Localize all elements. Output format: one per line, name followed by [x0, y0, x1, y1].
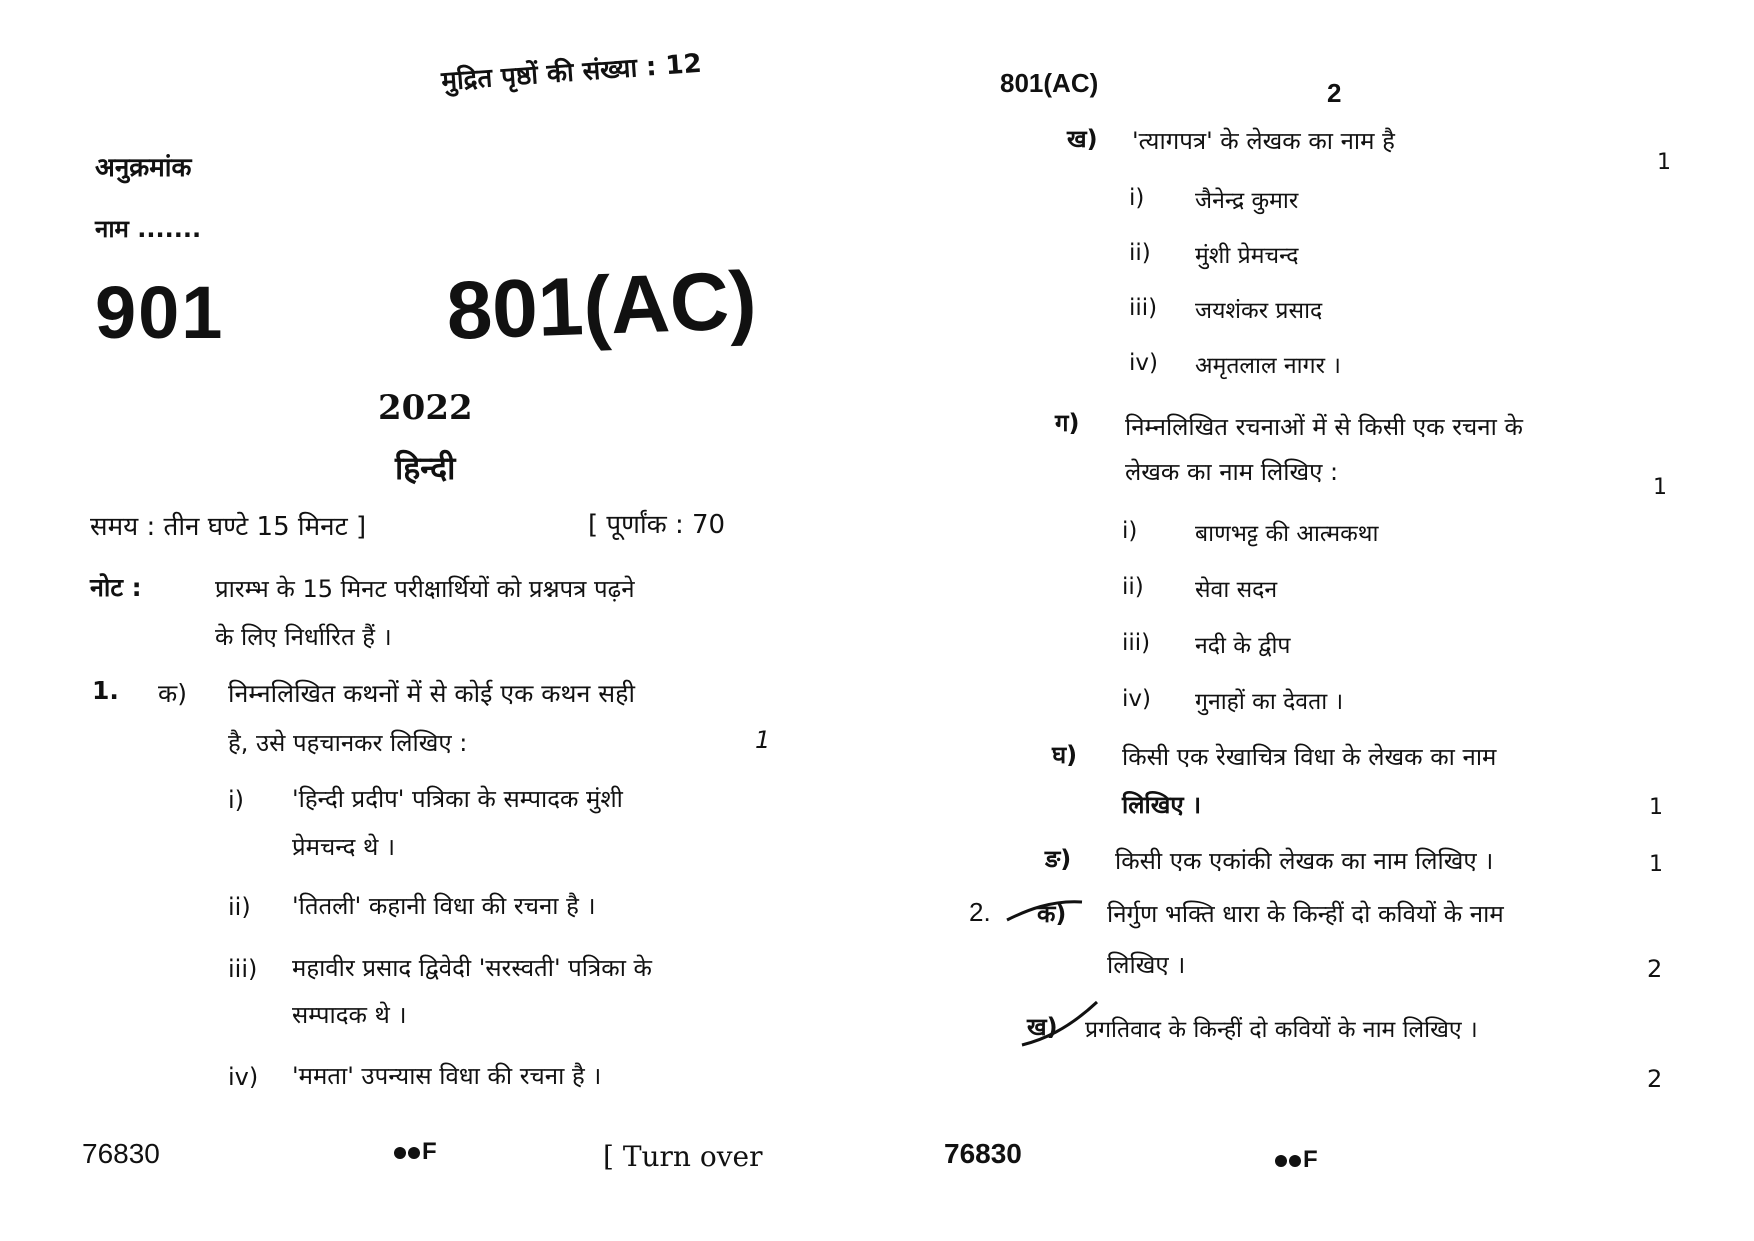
- option-text: सेवा सदन: [1195, 577, 1278, 603]
- question-1c-marks: 1: [1653, 475, 1667, 500]
- question-1b-text: 'त्यागपत्र' के लेखक का नाम है: [1132, 127, 1395, 155]
- pen-mark: [997, 890, 1107, 1060]
- question-2-number: 2.: [969, 897, 991, 927]
- header-paper-code: 801(AC): [1000, 68, 1099, 98]
- question-2b-text: प्रगतिवाद के किन्हीं दो कवियों के नाम लिखिए ।: [1085, 1017, 1478, 1043]
- question-1a-line-2: है, उसे पहचानकर लिखिए :: [228, 729, 468, 757]
- option-number: iii): [228, 955, 258, 983]
- question-2a-line-2: लिखिए ।: [1107, 951, 1186, 979]
- question-1b-marks: 1: [1657, 150, 1671, 175]
- question-2a-line-1: निर्गुण भक्ति धारा के किन्हीं दो कवियों के नाम: [1107, 900, 1504, 928]
- option-text: 'हिन्दी प्रदीप' पत्रिका के सम्पादक मुंशी: [292, 785, 623, 813]
- option-number: iii): [1122, 630, 1151, 656]
- option-text: नदी के द्वीप: [1195, 633, 1291, 659]
- question-1a-label: क): [158, 679, 187, 708]
- exam-year: 2022: [378, 388, 473, 428]
- note-line-2: के लिए निर्धारित हैं ।: [215, 623, 392, 651]
- option-text: 'ममता' उपन्यास विधा की रचना है ।: [292, 1062, 602, 1090]
- option-text: अमृतलाल नागर ।: [1195, 353, 1341, 379]
- question-2a-label: क): [1037, 900, 1067, 928]
- option-number: iv): [1129, 350, 1158, 376]
- question-1a-line-1: निम्नलिखित कथनों में से कोई एक कथन सही: [228, 679, 635, 708]
- option-text: जयशंकर प्रसाद: [1195, 298, 1323, 324]
- option-text: बाणभट्ट की आत्मकथा: [1195, 521, 1379, 547]
- question-1e-marks: 1: [1649, 852, 1663, 877]
- question-1c-label: ग): [1055, 409, 1080, 437]
- question-2b-marks: 2: [1647, 1065, 1663, 1093]
- footer-code: 76830: [82, 1138, 160, 1169]
- question-2b-label: ख): [1027, 1013, 1058, 1041]
- question-1d-label: घ): [1052, 741, 1078, 769]
- option-number: iv): [1122, 686, 1151, 712]
- page-number: 2: [1327, 78, 1342, 108]
- question-1c-line-2: लेखक का नाम लिखिए :: [1125, 458, 1339, 486]
- question-1c-line-1: निम्नलिखित रचनाओं में से किसी एक रचना के: [1125, 413, 1523, 441]
- option-number: i): [228, 786, 245, 814]
- note-label: नोट :: [90, 573, 142, 602]
- right-page: [877, 0, 1754, 1241]
- paper-code: 801(AC): [445, 255, 758, 357]
- option-number: ii): [228, 893, 251, 921]
- footer-mark: F: [394, 1138, 437, 1166]
- option-number: iv): [228, 1063, 259, 1091]
- option-text: गुनाहों का देवता ।: [1195, 689, 1344, 715]
- name-label: नाम .......: [95, 215, 202, 243]
- question-1d-marks: 1: [1649, 795, 1663, 820]
- option-text-continued: सम्पादक थे ।: [292, 1001, 407, 1029]
- question-1a-marks: 1: [755, 726, 771, 754]
- note-line-1: प्रारम्भ के 15 मिनट परीक्षार्थियों को प्रश्नपत्र पढ़ने: [215, 575, 635, 603]
- filled-dot-icon: [1275, 1155, 1287, 1167]
- option-number: i): [1122, 518, 1138, 544]
- filled-dot-icon: [408, 1147, 420, 1159]
- option-text: 'तितली' कहानी विधा की रचना है ।: [292, 892, 596, 920]
- roll-number-label: अनुक्रमांक: [95, 153, 192, 183]
- question-1e-text: किसी एक एकांकी लेखक का नाम लिखिए ।: [1115, 847, 1494, 875]
- code-901: 901: [95, 271, 225, 354]
- question-1b-label: ख): [1067, 125, 1098, 153]
- full-marks: [ पूर्णांक : 70: [588, 510, 726, 540]
- option-number: iii): [1129, 295, 1158, 321]
- question-2a-marks: 2: [1647, 955, 1663, 983]
- option-text: जैनेन्द्र कुमार: [1195, 188, 1299, 214]
- filled-dot-icon: [1289, 1155, 1301, 1167]
- exam-time: समय : तीन घण्टे 15 मिनट ]: [90, 512, 367, 542]
- option-number: ii): [1129, 240, 1151, 266]
- footer-mark: F: [1275, 1146, 1318, 1174]
- option-text: मुंशी प्रेमचन्द: [1195, 243, 1299, 269]
- footer-code: 76830: [944, 1138, 1022, 1169]
- filled-dot-icon: [394, 1147, 406, 1159]
- printed-pages-count: मुद्रित पृष्ठों की संख्या : 12: [440, 48, 703, 97]
- option-number: ii): [1122, 574, 1144, 600]
- subject-title: हिन्दी: [395, 449, 456, 487]
- option-text: महावीर प्रसाद द्विवेदी 'सरस्वती' पत्रिका के: [292, 954, 652, 982]
- question-1d-line-1: किसी एक रेखाचित्र विधा के लेखक का नाम: [1122, 743, 1497, 771]
- question-1-number: 1.: [92, 676, 119, 705]
- question-1e-label: ङ): [1045, 845, 1072, 873]
- turn-over: [ Turn over: [603, 1140, 763, 1173]
- option-text-continued: प्रेमचन्द थे ।: [292, 833, 396, 861]
- question-1d-line-2: लिखिए ।: [1122, 791, 1202, 819]
- option-number: i): [1129, 185, 1145, 211]
